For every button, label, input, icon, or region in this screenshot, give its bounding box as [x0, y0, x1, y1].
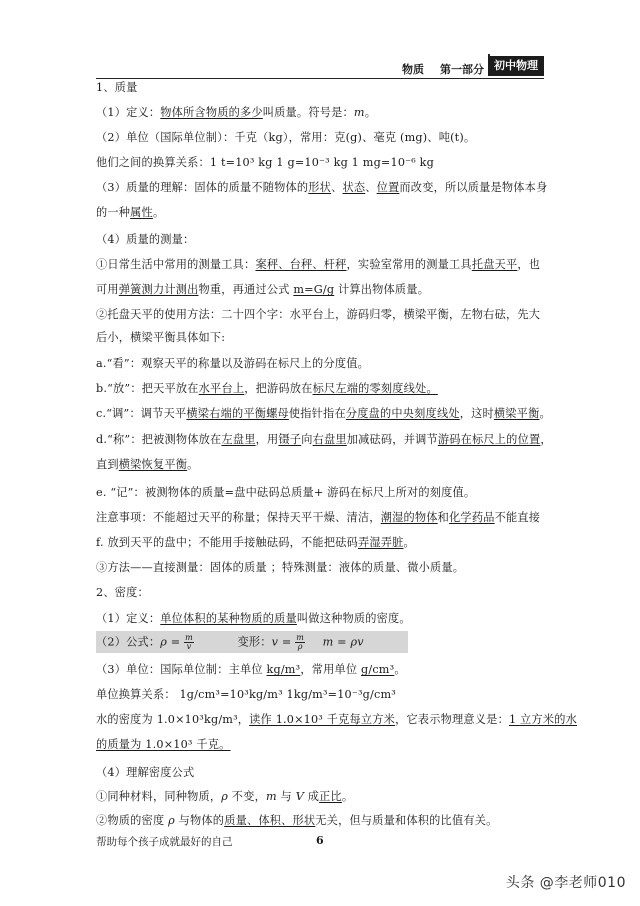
mass-understanding-cont: 的一种属性。	[96, 206, 165, 219]
density-formula-understanding: （4）理解密度公式	[96, 766, 195, 779]
header-series-badge: 初中物理	[488, 56, 544, 76]
balance-usage: ②托盘天平的使用方法：二十四个字：水平台上，游码归零，横梁平衡，左物右砝，先大	[96, 308, 541, 321]
density-conversion: 单位换算关系： 1g/cm³=10³kg/m³ 1kg/m³=10⁻³g/cm³	[96, 688, 396, 701]
measurement-methods: ③方法——直接测量：固体的质量 ；特殊测量：液体的质量、微小质量。	[96, 561, 465, 574]
page-header	[96, 60, 544, 79]
step-place: b.“放”：把天平放在水平台上，把游码放在标尺左端的零刻度线处。	[96, 382, 438, 395]
section-heading-density: 2、密度：	[96, 586, 149, 599]
precautions: 注意事项：不能超过天平的称量；保持天平干燥、清洁，潮湿的物体和化学药品不能直接	[96, 511, 541, 524]
density-unit: （3）单位：国际单位制：主单位 kg/m³，常用单位 g/cm³。	[96, 663, 406, 676]
page-number: 6	[316, 834, 324, 847]
measurement-tools: ①日常生活中常用的测量工具：案秤、台秤、杆秤，实验室常用的测量工具托盘天平，也	[96, 258, 541, 271]
fraction-m-over-v: $\frac{m}{v}$	[185, 633, 193, 651]
precautions-cont: f. 放到天平的盘中；不能用手接触砝码，不能把砝码弄湿弄脏。	[96, 536, 415, 549]
mass-unit: （2）单位（国际单位制）：千克（kg），常用：克(g)、毫克 (mg)、吨(t)。	[96, 131, 476, 144]
step-adjust: c.“调”：调节天平横梁右端的平衡螺母使指针指在分度盘的中央刻度线处，这时横梁平衡。	[96, 407, 551, 420]
mass-understanding: （3）质量的理解：固体的质量不随物体的形状、状态、位置而改变，所以质量是物体本身	[96, 181, 548, 194]
water-density: 水的密度为 1.0×10³kg/m³，读作 1.0×10³ 千克每立方米，它表示物理意义是：1 立方米的水	[96, 713, 577, 726]
density-point-2: ②物质的密度 ρ 与物体的质量、体积、形状无关，但与质量和体积的比值有关。	[96, 814, 498, 827]
header-part: 第一部分	[440, 63, 484, 76]
step-weigh-cont: 直到横梁恢复平衡。	[96, 458, 199, 471]
balance-usage-cont: 后小，横梁平衡具体如下:	[96, 331, 226, 344]
density-definition: （1）定义：单位体积的某种物质的质量叫做这种物质的密度。	[96, 612, 411, 625]
step-look: a.“看”：观察天平的称量以及游码在标尺上的分度值。	[96, 357, 369, 370]
step-record: e. “记”：被测物体的质量=盘中砝码总质量+ 游码在标尺上所对的刻度值。	[96, 486, 476, 499]
mass-conversion: 他们之间的换算关系：1 t=10³ kg 1 g=10⁻³ kg 1 mg=10⁻⁶ kg	[96, 156, 435, 169]
density-point-1: ①同种材料，同种物质，ρ 不变，m 与 V 成正比。	[96, 790, 354, 803]
measurement-tools-cont: 可用弹簧测力计测出物重，再通过公式 m=G/g 计算出物体质量。	[96, 283, 430, 296]
mass-definition: （1）定义：物体所含物质的多少叫质量。符号是：m。	[96, 106, 377, 119]
water-density-cont: 的质量为 1.0×10³ 千克。	[96, 738, 231, 751]
section-heading-mass: 1、质量	[96, 81, 138, 94]
step-weigh: d.“称”：把被测物体放在左盘里，用镊子向右盘里加减砝码，并调节游码在标尺上的位置，	[96, 433, 552, 446]
density-formula: （2）公式：ρ = $\frac{m}{v}$ 变形：v = $\frac{m}{\rho}$ m = ρv	[96, 633, 364, 651]
header-topic: 物质	[402, 63, 424, 76]
fraction-m-over-rho: $\frac{m}{\rho}$	[296, 633, 305, 651]
watermark: 头条 @李老师010	[505, 875, 626, 891]
mass-measurement-heading: （4）质量的测量：	[96, 233, 195, 246]
footer-slogan: 帮助每个孩子成就最好的自己	[96, 836, 233, 848]
